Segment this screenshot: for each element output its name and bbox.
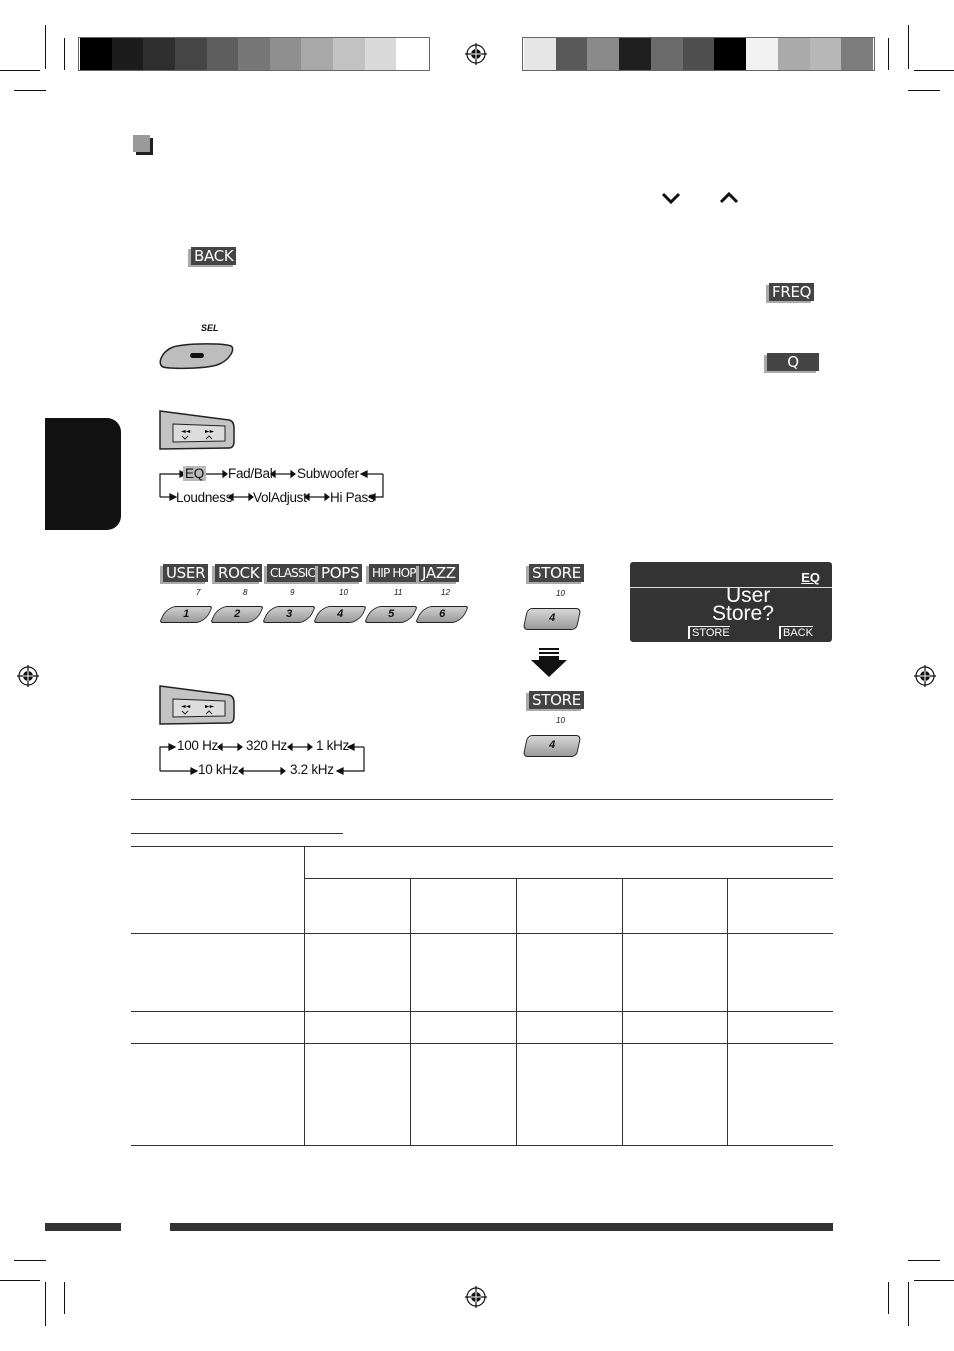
color-swatch [524, 38, 556, 70]
flow-loudness: Loudness [176, 490, 233, 505]
display-store: STORE [688, 626, 730, 639]
preset-label-jazz: JAZZ [419, 564, 459, 582]
flow-fad-bal: Fad/Bal [228, 466, 273, 481]
display-back: BACK [779, 626, 813, 639]
color-swatch [714, 38, 746, 70]
color-swatch [143, 38, 175, 70]
display-eq: EQ [801, 570, 820, 585]
color-swatch [365, 38, 397, 70]
flow-hi-pass: Hi Pass [330, 490, 375, 505]
color-swatch [396, 38, 428, 70]
skip-control-icon[interactable] [157, 683, 237, 727]
color-swatch [651, 38, 683, 70]
svg-text:►►: ►► [205, 428, 215, 435]
footer-bar-right [170, 1223, 833, 1231]
store-number: 10 [556, 589, 565, 598]
flow-voladjust: VolAdjust [253, 490, 307, 505]
svg-text:◄◄: ◄◄ [181, 428, 191, 435]
preset-label-hip-hop: HIP HOP [369, 564, 419, 582]
freq-label: FREQ [769, 283, 814, 301]
registration-mark-icon [465, 43, 487, 65]
sel-label: SEL [201, 323, 219, 333]
flow-subwoofer: Subwoofer [297, 466, 359, 481]
svg-text:◄◄: ◄◄ [181, 703, 191, 710]
preset-label-classic: CLASSIC [267, 564, 318, 582]
preset-number: 9 [290, 588, 295, 597]
skip-control-icon[interactable] [157, 408, 237, 452]
color-swatch [175, 38, 207, 70]
registration-mark-icon [465, 1286, 487, 1308]
flow-320hz: 320 Hz [246, 738, 287, 753]
back-label: BACK [191, 247, 236, 265]
preset-button-1[interactable]: 1 [159, 606, 213, 623]
color-swatch [270, 38, 302, 70]
flow-3-2khz: 3.2 kHz [290, 762, 334, 777]
preset-label-user: USER [163, 564, 208, 582]
store-button-4[interactable]: 4 [523, 735, 582, 757]
flow-100hz: 100 Hz [177, 738, 218, 753]
color-swatch [587, 38, 619, 70]
preset-number: 10 [339, 588, 348, 597]
color-swatch [746, 38, 778, 70]
registration-mark-icon [914, 665, 936, 687]
color-swatch [301, 38, 333, 70]
color-swatch [683, 38, 715, 70]
color-swatch [207, 38, 239, 70]
flow-eq: EQ [185, 466, 204, 481]
color-swatch [112, 38, 144, 70]
store-button-4[interactable]: 4 [523, 608, 582, 630]
color-swatch [80, 38, 112, 70]
preset-button-5[interactable]: 5 [364, 606, 418, 623]
color-swatch [810, 38, 842, 70]
preset-button-2[interactable]: 2 [210, 606, 264, 623]
preset-number: 7 [196, 588, 201, 597]
registration-mark-icon [17, 665, 39, 687]
color-swatch [238, 38, 270, 70]
footer-bar-left [45, 1223, 121, 1231]
store-label: STORE [529, 691, 584, 709]
chevron-up-icon [718, 191, 740, 205]
preset-label-rock: ROCK [215, 564, 262, 582]
preset-label-pops: POPS [318, 564, 362, 582]
color-swatch [556, 38, 588, 70]
preset-button-3[interactable]: 3 [262, 606, 316, 623]
preset-button-6[interactable]: 6 [415, 606, 469, 623]
section-marker [133, 135, 150, 152]
store-number: 10 [556, 716, 565, 725]
preset-button-4[interactable]: 4 [313, 606, 367, 623]
color-swatch [841, 38, 873, 70]
preset-number: 11 [394, 588, 403, 597]
color-swatch [619, 38, 651, 70]
flow-10khz: 10 kHz [198, 762, 239, 777]
store-label: STORE [529, 564, 584, 582]
down-arrow-icon [529, 646, 569, 678]
display-panel [630, 562, 832, 642]
flow-1khz: 1 kHz [316, 738, 350, 753]
preset-number: 8 [243, 588, 248, 597]
color-swatch [778, 38, 810, 70]
color-swatch [333, 38, 365, 70]
language-tab [45, 418, 121, 530]
display-line2: Store? [712, 602, 774, 625]
chevron-down-icon [660, 191, 682, 205]
display-line1: User [726, 584, 771, 607]
q-label: Q [767, 353, 819, 371]
sel-button[interactable] [157, 342, 235, 370]
svg-text:►►: ►► [205, 703, 215, 710]
preset-number: 12 [441, 588, 450, 597]
